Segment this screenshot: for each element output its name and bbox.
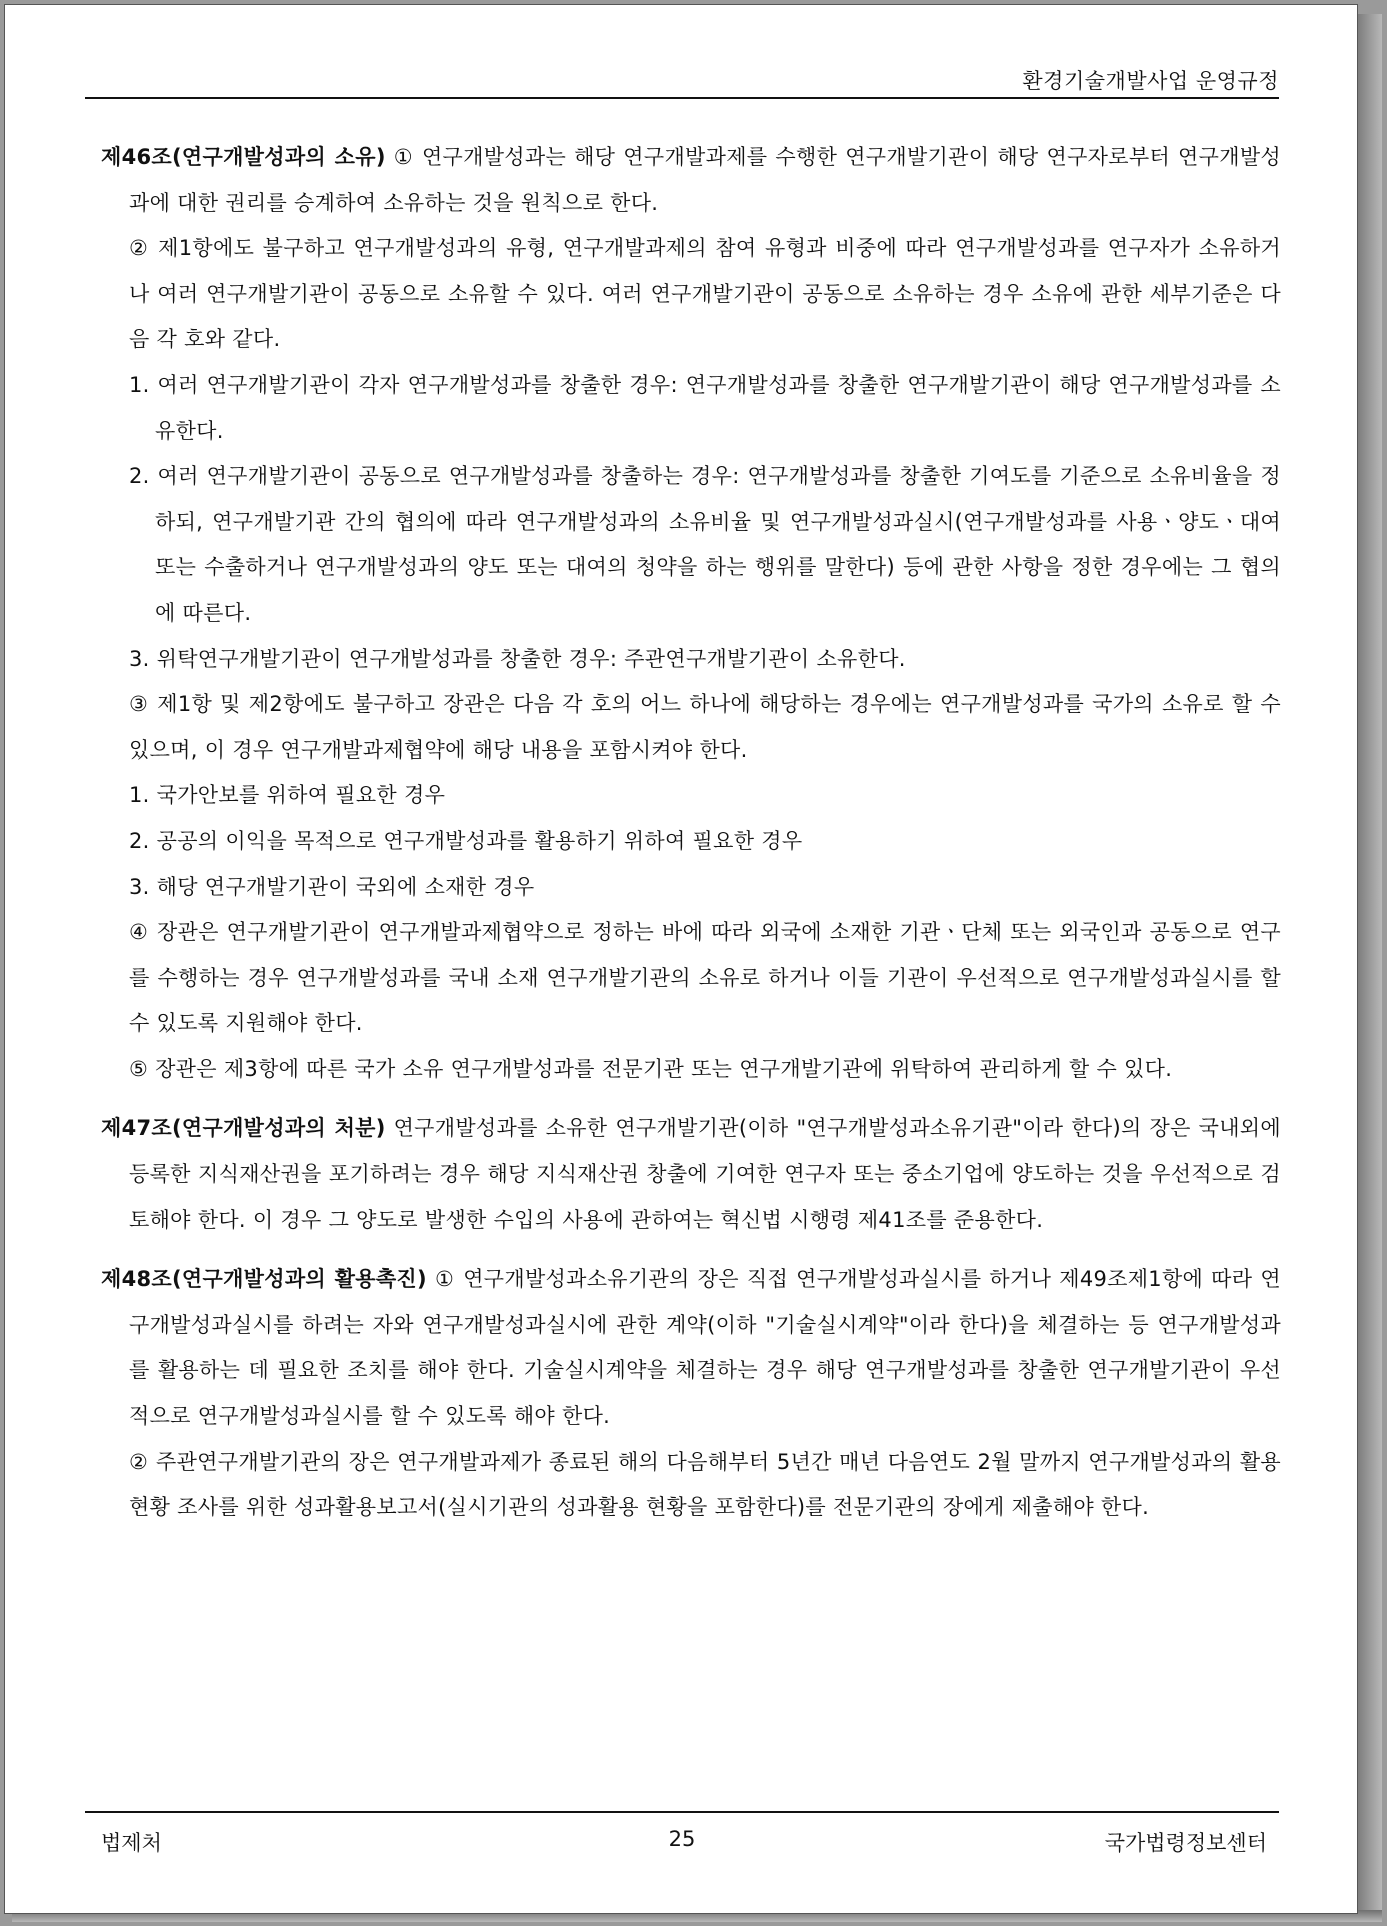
article-48-text-1: ① 연구개발성과소유기관의 장은 직접 연구개발성과실시를 하거나 제49조제1항에 따라 연구개발성과실시를 하려는 자와 연구개발성과실시에 관한 계약(이하 "기술실시계약"이라 한다)을 체결하는 등 연구개발성과를 활용하는 데 필요한 조치를 해야 한다. 기술실시계약을 체결하는 경우 해당 연구개발성과를 창출한 연구개발기관이 우선적으로 연구개발성과실시를 할 수 있도록 해야 한다. xyxy=(129,1267,1281,1429)
article-46-paragraph-5: ⑤ 장관은 제3항에 따른 국가 소유 연구개발성과를 전문기관 또는 연구개발기관에 위탁하여 관리하게 할 수 있다. xyxy=(129,1056,1173,1081)
article-47 xyxy=(101,1106,1281,1243)
article-47-title: 제47조(연구개발성과의 처분) xyxy=(101,1116,386,1141)
article-47-paragraph-1 xyxy=(101,1106,1281,1243)
article-46-item: 2. 공공의 이익을 목적으로 연구개발성과를 활용하기 위하여 필요한 경우 xyxy=(129,828,803,853)
article-46-paragraph-4: ④ 장관은 연구개발기관이 연구개발과제협약으로 정하는 바에 따라 외국에 소재한 기관ㆍ단체 또는 외국인과 공동으로 연구를 수행하는 경우 연구개발성과를 국내 소재 연구개발기관의 소유로 하거나 이들 기관이 우선적으로 연구개발성과실시를 할 수 있도록 지원해야 한다. xyxy=(129,920,1281,1036)
header-title: 환경기술개발사업 운영규정 xyxy=(1022,69,1279,93)
article-48-paragraph-2: ② 주관연구개발기관의 장은 연구개발과제가 종료된 해의 다음해부터 5년간 매년 다음연도 2월 말까지 연구개발성과의 활용현황 조사를 위한 성과활용보고서(실시기관의 성과활용 현황을 포함한다)를 전문기관의 장에게 제출해야 한다. xyxy=(129,1449,1281,1520)
article-46-paragraph-3: ③ 제1항 및 제2항에도 불구하고 장관은 다음 각 호의 어느 하나에 해당하는 경우에는 연구개발성과를 국가의 소유로 할 수 있으며, 이 경우 연구개발과제협약에 해당 내용을 포함시켜야 한다. xyxy=(129,692,1281,762)
article-46-item: 1. 여러 연구개발기관이 각자 연구개발성과를 창출한 경우: 연구개발성과를 창출한 연구개발기관이 해당 연구개발성과를 소유한다. xyxy=(129,372,1281,443)
footer-source: 국가법령정보센터 xyxy=(1104,1831,1267,1855)
page-footer xyxy=(85,1811,1279,1867)
footer-publisher: 법제처 xyxy=(101,1831,162,1855)
article-48-paragraph-1 xyxy=(101,1257,1281,1439)
page-number: 25 xyxy=(668,1827,696,1851)
document-page xyxy=(4,4,1358,1914)
article-47-text-1: 연구개발성과를 소유한 연구개발기관(이하 "연구개발성과소유기관"이라 한다)의 장은 국내외에 등록한 지식재산권을 포기하려는 경우 해당 지식재산권 창출에 기여한 연구자 또는 중소기업에 양도하는 것을 우선적으로 검토해야 한다. 이 경우 그 양도로 발생한 수입의 사용에 관하여는 혁신법 시행령 제41조를 준용한다. xyxy=(129,1116,1281,1232)
article-46-title: 제46조(연구개발성과의 소유) xyxy=(101,145,386,169)
article-46-paragraph-1 xyxy=(101,135,1281,226)
article-46-item: 3. 위탁연구개발기관이 연구개발성과를 창출한 경우: 주관연구개발기관이 소유한다. xyxy=(129,646,906,671)
article-48 xyxy=(101,1257,1281,1531)
article-46-item: 2. 여러 연구개발기관이 공동으로 연구개발성과를 창출하는 경우: 연구개발성과를 창출한 기여도를 기준으로 소유비율을 정하되, 연구개발기관 간의 협의에 따라 연구개발성과의 소유비율 및 연구개발성과실시(연구개발성과를 사용ㆍ양도ㆍ대여 또는 수출하거나 연구개발성과의 양도 또는 대여의 청약을 하는 행위를 말한다) 등에 관한 사항을 정한 경우에는 그 협의에 따른다. xyxy=(129,464,1281,625)
article-46-item: 3. 해당 연구개발기관이 국외에 소재한 경우 xyxy=(129,874,535,899)
document-body xyxy=(101,135,1281,1531)
article-46-item: 1. 국가안보를 위하여 필요한 경우 xyxy=(129,783,446,808)
article-46-text-1: ① 연구개발성과는 해당 연구개발과제를 수행한 연구개발기관이 해당 연구자로부터 연구개발성과에 대한 권리를 승계하여 소유하는 것을 원칙으로 한다. xyxy=(129,145,1281,215)
page-header xyxy=(85,55,1279,99)
article-46 xyxy=(101,135,1281,1092)
article-46-paragraph-2: ② 제1항에도 불구하고 연구개발성과의 유형, 연구개발과제의 참여 유형과 비중에 따라 연구개발성과를 연구자가 소유하거나 여러 연구개발기관이 공동으로 소유할 수 있다. 여러 연구개발기관이 공동으로 소유하는 경우 소유에 관한 세부기준은 다음 각 호와 같다. xyxy=(129,236,1281,352)
article-48-title: 제48조(연구개발성과의 활용촉진) xyxy=(101,1267,427,1292)
